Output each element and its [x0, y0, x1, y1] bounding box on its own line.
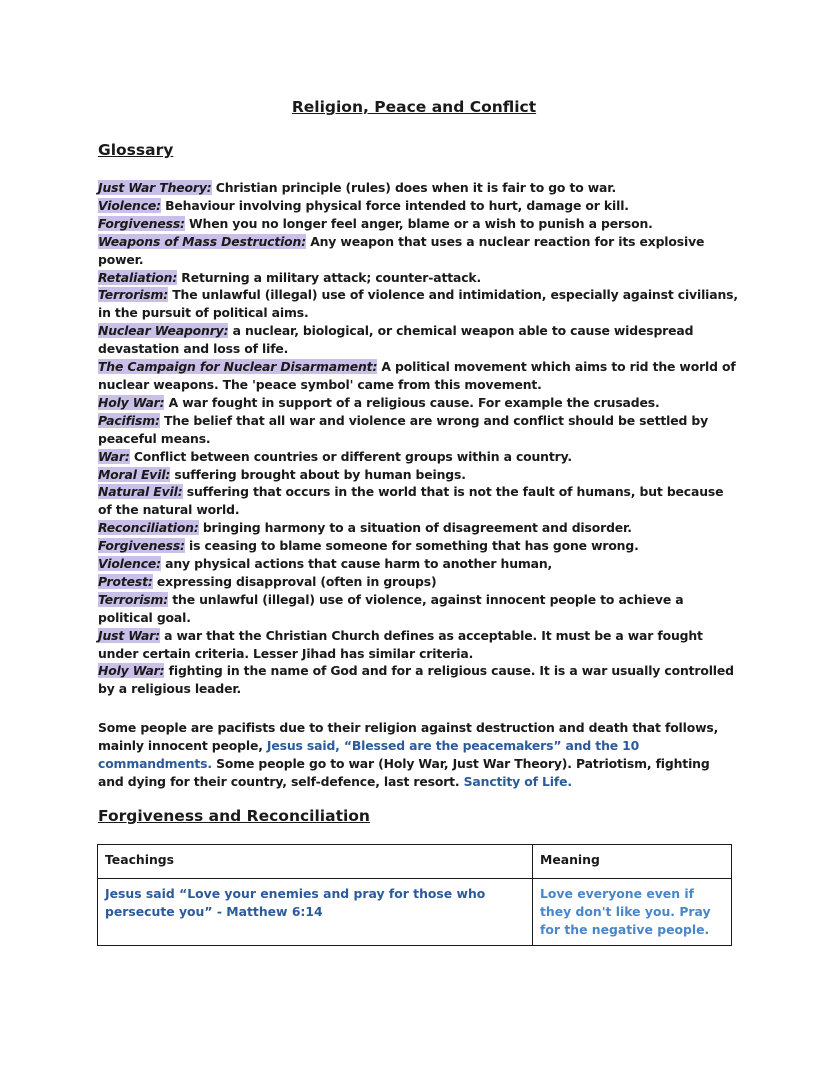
glossary-definition: bringing harmony to a situation of disagreement and disorder. [198, 520, 632, 536]
glossary-term: Violence: [98, 556, 161, 572]
glossary-entry [98, 483, 738, 519]
header-teachings: Teachings [98, 845, 533, 879]
glossary-definition: The unlawful (illegal) use of violence and intimidation, especially against civilians, in the pursuit of political aims. [98, 287, 738, 321]
glossary-definition: suffering brought about by human beings. [170, 466, 466, 482]
glossary-definition: expressing disapproval (often in groups) [152, 573, 437, 589]
glossary-entry [98, 215, 738, 233]
glossary-entry [98, 197, 738, 215]
glossary-term: Protest: [98, 573, 153, 589]
glossary-entry [98, 627, 738, 663]
glossary-term: Terrorism: [98, 591, 169, 607]
glossary-heading: Glossary [98, 141, 174, 159]
table-header-row [98, 845, 732, 879]
glossary-entry [98, 179, 738, 197]
glossary-definition: A political movement which aims to rid the world of nuclear weapons. The 'peace symbol' came from this movement. [98, 359, 736, 392]
teaching-cell: Jesus said “Love your enemies and pray for those who persecute you” - Matthew 6:14 [98, 879, 533, 946]
glossary-entry [98, 394, 738, 412]
glossary-term: Natural Evil: [98, 484, 183, 500]
glossary-term: Holy War: [98, 394, 165, 410]
glossary-entry [98, 358, 738, 394]
table-row [98, 879, 732, 946]
glossary-entry [98, 519, 738, 537]
glossary-entry [98, 233, 738, 269]
glossary-definition: suffering that occurs in the world that is not the fault of humans, but because of the natural world. [98, 484, 724, 518]
glossary-entry [98, 466, 738, 484]
glossary-entry [98, 322, 738, 358]
glossary-definition: Conflict between countries or different groups within a country. [129, 448, 572, 464]
paragraph-text: Some people are pacifists due to their religion against destruction and death that follows, mainly innocent people, [98, 720, 719, 753]
glossary-term: Forgiveness: [98, 538, 185, 554]
glossary-entry [98, 412, 738, 448]
glossary-term: Moral Evil: [98, 466, 171, 482]
glossary-definition: When you no longer feel anger, blame or a wish to punish a person. [184, 215, 653, 231]
glossary-entry [98, 448, 738, 466]
glossary-definition: A war fought in support of a religious cause. For example the crusades. [164, 394, 660, 410]
glossary-term: Holy War: [98, 663, 165, 679]
glossary-definition: Behaviour involving physical force intended to hurt, damage or kill. [160, 197, 629, 213]
forgiveness-heading: Forgiveness and Reconciliation [98, 807, 370, 825]
glossary-definition: the unlawful (illegal) use of violence, against innocent people to achieve a political goal. [98, 591, 684, 625]
sanctity-of-life: Sanctity of Life. [463, 773, 572, 789]
glossary-entry [98, 573, 738, 591]
glossary-term: Reconciliation: [98, 520, 199, 536]
glossary-definition: The belief that all war and violence are wrong and conflict should be settled by peaceful means. [98, 412, 709, 446]
glossary-term: Terrorism: [98, 287, 169, 303]
glossary-definition: Christian principle (rules) does when it is fair to go to war. [211, 180, 617, 195]
glossary-definition: a nuclear, biological, or chemical weapon able to cause widespread devastation and loss of life. [98, 323, 694, 357]
paragraph-text: Some people go to war (Holy War, Just War Theory). Patriotism, fighting and dying for their country, self-defence, last resort. [98, 755, 710, 789]
glossary-term: War: [98, 448, 130, 464]
glossary-term: Violence: [98, 197, 161, 213]
glossary-entry [98, 591, 738, 627]
bible-quote: Jesus said, “Blessed are the peacemakers” and the 10 commandments. [98, 737, 640, 771]
glossary-entry [98, 555, 738, 573]
glossary-term: Retaliation: [98, 269, 178, 285]
glossary-list [98, 179, 738, 698]
pacifism-paragraph [98, 719, 738, 791]
teachings-table [97, 844, 732, 946]
glossary-term: Just War Theory: [98, 180, 212, 195]
glossary-entry [98, 662, 738, 698]
glossary-definition: Any weapon that uses a nuclear reaction for its explosive power. [98, 233, 705, 267]
glossary-definition: a war that the Christian Church defines as acceptable. It must be a war fought under certain criteria. Lesser Jihad has similar criteria. [98, 627, 703, 661]
glossary-entry [98, 286, 738, 322]
glossary-definition: Returning a military attack; counter-attack. [177, 269, 482, 285]
glossary-term: Just War: [98, 627, 160, 643]
glossary-definition: any physical actions that cause harm to another human, [160, 556, 553, 572]
glossary-term: Nuclear Weaponry: [98, 323, 229, 339]
glossary-term: The Campaign for Nuclear Disarmament: [98, 359, 378, 375]
meaning-cell: Love everyone even if they don't like you. Pray for the negative people. [533, 879, 732, 946]
glossary-term: Weapons of Mass Destruction: [98, 233, 307, 249]
glossary-term: Forgiveness: [98, 215, 185, 231]
glossary-term: Pacifism: [98, 412, 160, 428]
glossary-entry [98, 269, 738, 287]
glossary-definition: fighting in the name of God and for a religious cause. It is a war usually controlled by a religious leader. [98, 663, 734, 697]
glossary-entry [98, 537, 738, 555]
glossary-definition: is ceasing to blame someone for something that has gone wrong. [184, 538, 639, 554]
page-title: Religion, Peace and Conflict [291, 98, 537, 116]
header-meaning: Meaning [533, 845, 732, 879]
